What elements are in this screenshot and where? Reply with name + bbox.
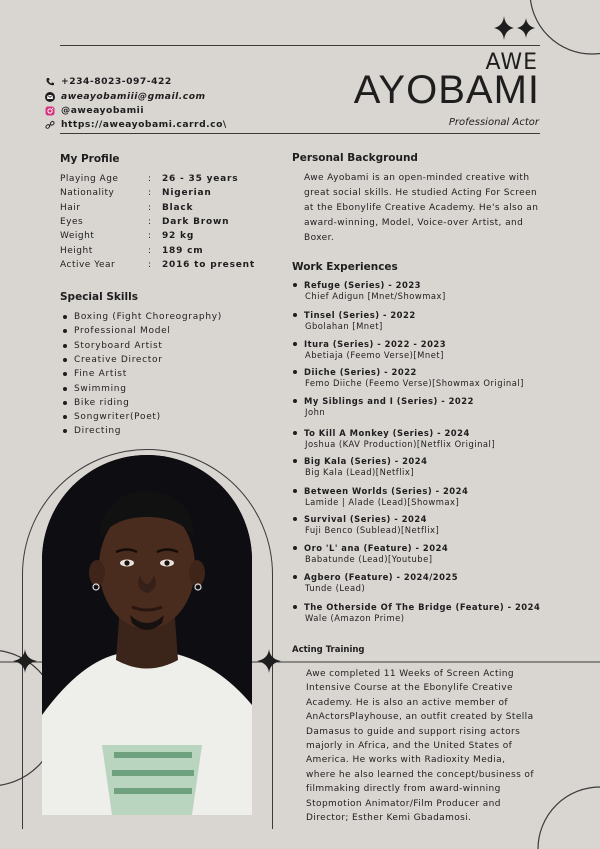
bullet-icon — [293, 605, 297, 609]
work-role: Gbolahan [Mnet] — [305, 321, 383, 331]
profile-value: Black — [162, 202, 194, 213]
work-item — [293, 486, 468, 507]
work-item — [293, 367, 524, 388]
skill-label: Boxing (Fight Choreography) — [74, 312, 222, 322]
work-role: Femo Diiche (Feemo Verse)[Showmax Original] — [305, 378, 524, 388]
contact-email-text: aweayobamiii@gmail.com — [61, 91, 206, 102]
bullet-icon — [293, 431, 297, 435]
profile-value: 92 kg — [162, 231, 195, 242]
work-item — [293, 310, 416, 331]
work-title: The Otherside Of The Bridge (Feature) - 2024 — [304, 602, 541, 612]
skill-label: Storyboard Artist — [74, 340, 163, 351]
skill-label: Swimming — [74, 383, 127, 394]
work-item — [293, 339, 446, 360]
profile-key: Eyes — [60, 216, 84, 227]
email-icon — [44, 91, 55, 102]
contact-instagram[interactable] — [44, 105, 144, 116]
work-title: Agbero (Feature) - 2024/2025 — [304, 572, 459, 582]
work-title-row — [293, 428, 495, 438]
role-title: Professional Actor — [448, 117, 539, 128]
work-item — [293, 456, 427, 477]
contact-email[interactable] — [44, 91, 206, 102]
profile-row — [60, 231, 194, 241]
skill-item — [63, 355, 163, 365]
profile-value: 26 - 35 years — [162, 174, 239, 184]
skill-item — [63, 326, 171, 336]
work-title: To Kill A Monkey (Series) - 2024 — [304, 428, 470, 438]
top-divider — [60, 45, 540, 46]
contact-phone[interactable] — [44, 76, 172, 87]
bullet-icon — [293, 370, 297, 374]
skill-item — [63, 398, 130, 408]
work-title: Big Kala (Series) - 2024 — [304, 456, 428, 466]
work-title: Survival (Series) - 2024 — [304, 514, 428, 524]
bullet-icon — [63, 429, 67, 433]
bullet-icon — [293, 342, 297, 346]
contact-phone-text: +234-8023-097-422 — [61, 76, 172, 87]
bullet-icon — [293, 575, 297, 579]
work-role: Lamide | Alade (Lead)[Showmax] — [305, 497, 460, 507]
work-item — [293, 514, 439, 535]
skill-item — [63, 341, 163, 351]
profile-value: 189 cm — [162, 245, 204, 256]
work-title: Oro 'L' ana (Feature) - 2024 — [304, 543, 449, 553]
skill-item — [63, 369, 127, 379]
bullet-icon — [63, 329, 67, 333]
bullet-icon — [293, 459, 297, 463]
work-title-row — [293, 396, 474, 406]
work-title-row — [293, 486, 468, 496]
profile-colon: : — [148, 188, 152, 199]
work-role: Tunde (Lead) — [305, 583, 366, 593]
skill-label: Songwriter(Poet) — [74, 412, 161, 423]
work-title: Refuge (Series) - 2023 — [304, 280, 421, 290]
contact-website-text: https://aweayobami.carrd.co\ — [61, 119, 227, 130]
skill-item — [63, 384, 127, 394]
profile-key: Active Year — [60, 259, 116, 270]
work-role: Big Kala (Lead)[Netflix] — [305, 467, 415, 477]
training-heading: Acting Training — [292, 645, 365, 655]
work-title: Diiche (Series) - 2022 — [304, 367, 417, 377]
work-title-row — [293, 514, 439, 524]
profile-row — [60, 188, 212, 198]
work-title-row — [293, 572, 458, 582]
work-role: Chief Adigun [Mnet/Showmax] — [305, 291, 446, 301]
bullet-icon — [293, 517, 297, 521]
work-title-row — [293, 280, 446, 290]
profile-row — [60, 246, 203, 256]
work-title: Tinsel (Series) - 2022 — [304, 310, 416, 320]
profile-key: Weight — [60, 231, 95, 242]
profile-key: Hair — [60, 202, 81, 213]
work-role: Fuji Benco (Sublead)[Netflix] — [305, 525, 440, 535]
profile-colon: : — [148, 245, 152, 256]
work-role: Wale (Amazon Prime) — [305, 613, 405, 623]
profile-key: Playing Age — [60, 174, 119, 184]
sparkle-right-icon — [256, 648, 282, 674]
work-role: Joshua (KAV Production)[Netflix Original] — [305, 439, 496, 449]
profile-colon: : — [148, 259, 152, 270]
background-heading: Personal Background — [292, 152, 418, 164]
work-title-row — [293, 367, 524, 377]
skill-label: Creative Director — [74, 354, 163, 365]
work-role: John — [305, 407, 326, 417]
work-title-row — [293, 456, 427, 466]
work-role: Babatunde (Lead)[Youtube] — [305, 554, 433, 564]
work-item — [293, 543, 448, 564]
skill-item — [63, 412, 161, 422]
work-title-row — [293, 602, 540, 612]
work-item — [293, 572, 458, 593]
bullet-icon — [63, 372, 67, 376]
profile-heading: My Profile — [60, 153, 120, 165]
bullet-icon — [293, 546, 297, 550]
work-heading: Work Experiences — [292, 261, 398, 273]
last-name: AYOBAMI — [353, 68, 540, 112]
skill-item — [63, 426, 121, 436]
contact-instagram-text: @aweayobamii — [61, 105, 144, 116]
sparkle-icon — [492, 14, 540, 42]
background-text: Awe Ayobami is an open-minded creative with great social skills. He studied Acting For Screen at the Ebonylife Creative Academy. He's also an award-winning, Model, Voice-over Artist, and Boxer. — [304, 173, 539, 243]
skills-heading: Special Skills — [60, 291, 138, 303]
work-item — [293, 602, 540, 623]
bullet-icon — [63, 315, 67, 319]
phone-icon — [44, 76, 55, 87]
skill-label: Professional Model — [74, 326, 171, 337]
instagram-icon — [44, 105, 55, 116]
bullet-icon — [293, 313, 297, 317]
bullet-icon — [63, 358, 67, 362]
profile-row — [60, 260, 255, 270]
profile-colon: : — [148, 231, 152, 242]
link-icon — [44, 119, 55, 130]
profile-value: Dark Brown — [162, 216, 230, 227]
work-title-row — [293, 543, 448, 553]
work-item — [293, 428, 495, 449]
profile-colon: : — [148, 216, 152, 227]
work-title-row — [293, 339, 446, 349]
skill-item — [63, 312, 222, 322]
skill-label: Fine Artist — [74, 369, 127, 380]
work-item — [293, 280, 446, 301]
bullet-icon — [63, 401, 67, 405]
profile-value: Nigerian — [162, 188, 212, 199]
work-title: My Siblings and I (Series) - 2022 — [304, 396, 474, 406]
work-item — [293, 396, 474, 417]
bullet-icon — [293, 283, 297, 287]
bullet-icon — [293, 489, 297, 493]
bullet-icon — [293, 399, 297, 403]
profile-colon: : — [148, 202, 152, 213]
work-title: Between Worlds (Series) - 2024 — [304, 486, 469, 496]
skill-label: Bike riding — [74, 397, 130, 408]
profile-value: 2016 to present — [162, 259, 255, 270]
work-title-row — [293, 310, 416, 320]
bullet-icon — [63, 387, 67, 391]
portrait-illustration — [42, 455, 252, 815]
profile-photo — [42, 455, 252, 815]
profile-row — [60, 217, 229, 227]
bullet-icon — [63, 415, 67, 419]
training-text: Awe completed 11 Weeks of Screen Acting Intensive Course at the Ebonylife Creative Academy. He is also an active member of AnActorsPlayhouse, an outfit created by Stella Damasus to guide and support rising actors majorly in Africa, and the United States of America. He works with Radioxity Media, where he also learned the concept/business of filmmaking directly from award-winning Stopmotion Animator/Film Producer and Director; Esther Kemi Gbadamosi. — [306, 669, 534, 824]
skill-label: Directing — [74, 426, 122, 437]
bullet-icon — [63, 344, 67, 348]
profile-key: Height — [60, 245, 93, 256]
profile-row — [60, 174, 238, 184]
header-divider — [60, 133, 540, 134]
first-name: AWE — [485, 50, 538, 75]
profile-colon: : — [148, 174, 152, 184]
sparkle-left-icon — [12, 648, 38, 674]
profile-row — [60, 203, 193, 213]
work-title: Itura (Series) - 2022 - 2023 — [304, 339, 447, 349]
work-role: Abetiaja (Feemo Verse)[Mnet] — [305, 350, 444, 360]
contact-website[interactable] — [44, 119, 227, 130]
profile-key: Nationality — [60, 188, 115, 199]
